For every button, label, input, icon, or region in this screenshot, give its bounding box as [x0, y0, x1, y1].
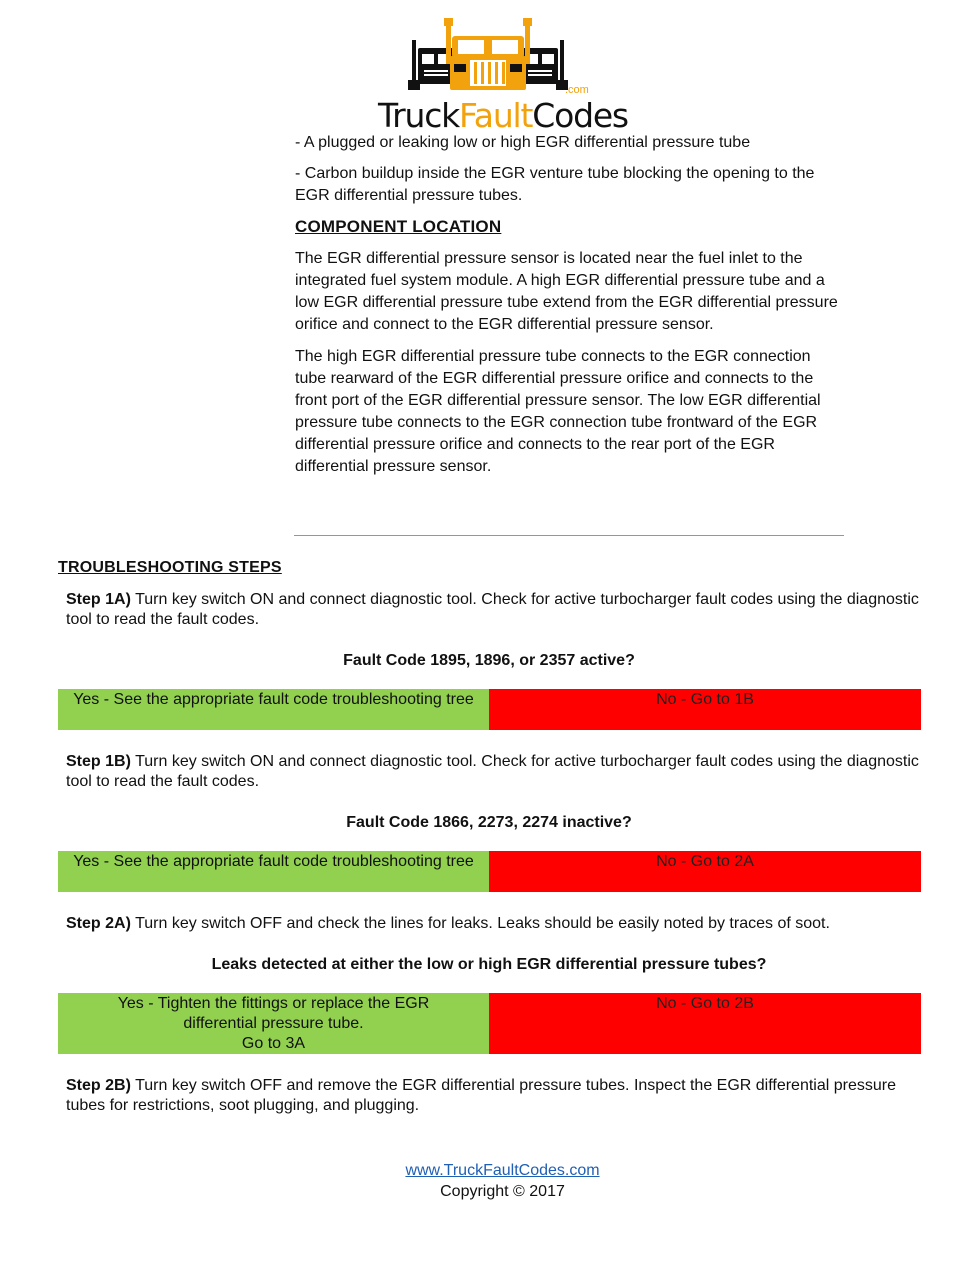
logo-dotcom: .com [565, 84, 589, 96]
step-1b [66, 752, 926, 792]
decision-2-yes: Yes - See the appropriate fault code troubleshooting tree [58, 851, 489, 892]
step-2a [66, 914, 926, 934]
logo-word-codes: Codes [532, 96, 628, 135]
decision-2-no: No - Go to 2A [489, 851, 921, 892]
step-2a-label: Step 2A) [66, 915, 131, 932]
location-paragraph-1: The EGR differential pressure sensor is located near the fuel inlet to the integrated fuel system module. A high EGR differential pressure tube and a low EGR differential pressure tube extend from the EGR differential pressure orifice and connect to the EGR differential pressure sensor. [295, 250, 838, 333]
decision-2 [58, 851, 921, 892]
step-1a-label: Step 1A) [66, 591, 131, 608]
decision-3-yes-line-1: Yes - Tighten the fittings or replace the EGR [117, 995, 430, 1012]
step-1a [66, 590, 926, 630]
step-1b-text: Turn key switch ON and connect diagnostic tool. Check for active turbocharger fault codes using the diagnostic tool to read the fault codes. [66, 753, 919, 790]
step-1b-label: Step 1B) [66, 753, 131, 770]
step-2b [66, 1076, 926, 1116]
logo-word-truck: Truck [378, 96, 460, 135]
question-3: Leaks detected at either the low or high EGR differential pressure tubes? [211, 956, 767, 973]
decision-1-yes: Yes - See the appropriate fault code troubleshooting tree [58, 689, 489, 730]
decision-3-yes-line-3: Go to 3A [241, 1035, 306, 1052]
site-logo [378, 18, 628, 135]
logo-word-fault: Fault [459, 96, 533, 135]
cause-bullet-2: - Carbon buildup inside the EGR venture tube blocking the opening to the EGR differential pressure tubes. [295, 165, 815, 204]
truck-logo-icon [408, 18, 568, 94]
page-footer [0, 1160, 979, 1202]
footer-copyright: Copyright © 2017 [440, 1183, 565, 1200]
location-paragraph-2: The high EGR differential pressure tube connects to the EGR connection tube rearward of the EGR differential pressure orifice and connects to the front port of the EGR differential pressure sensor. The low EGR differential pressure tube connects to the EGR connection tube frontward of the EGR differential pressure orifice and connects to the rear port of the EGR differential pressure sensor. [295, 348, 821, 475]
decision-3-no: No - Go to 2B [489, 993, 921, 1054]
footer-website-link[interactable]: www.TruckFaultCodes.com [405, 1162, 600, 1179]
component-location-heading: COMPONENT LOCATION [295, 217, 502, 236]
question-2: Fault Code 1866, 2273, 2274 inactive? [346, 814, 632, 831]
cause-bullet-1: - A plugged or leaking low or high EGR differential pressure tube [295, 134, 751, 151]
step-2a-text: Turn key switch OFF and check the lines for leaks. Leaks should be easily noted by traces of soot. [130, 915, 830, 932]
step-2b-text: Turn key switch OFF and remove the EGR differential pressure tubes. Inspect the EGR differential pressure tubes for restrictions, soot plugging, and plugging. [66, 1077, 896, 1114]
troubleshooting-heading: TROUBLESHOOTING STEPS [58, 559, 282, 576]
decision-3-yes [58, 993, 489, 1054]
decision-1 [58, 689, 921, 730]
decision-3-yes-line-2: differential pressure tube. [183, 1015, 364, 1032]
section-divider [294, 535, 844, 536]
step-1a-text: Turn key switch ON and connect diagnostic tool. Check for active turbocharger fault codes using the diagnostic tool to read the fault codes. [66, 591, 919, 628]
step-2b-label: Step 2B) [66, 1077, 131, 1094]
decision-1-no: No - Go to 1B [489, 689, 921, 730]
question-1: Fault Code 1895, 1896, or 2357 active? [343, 652, 635, 669]
decision-3 [58, 993, 921, 1054]
